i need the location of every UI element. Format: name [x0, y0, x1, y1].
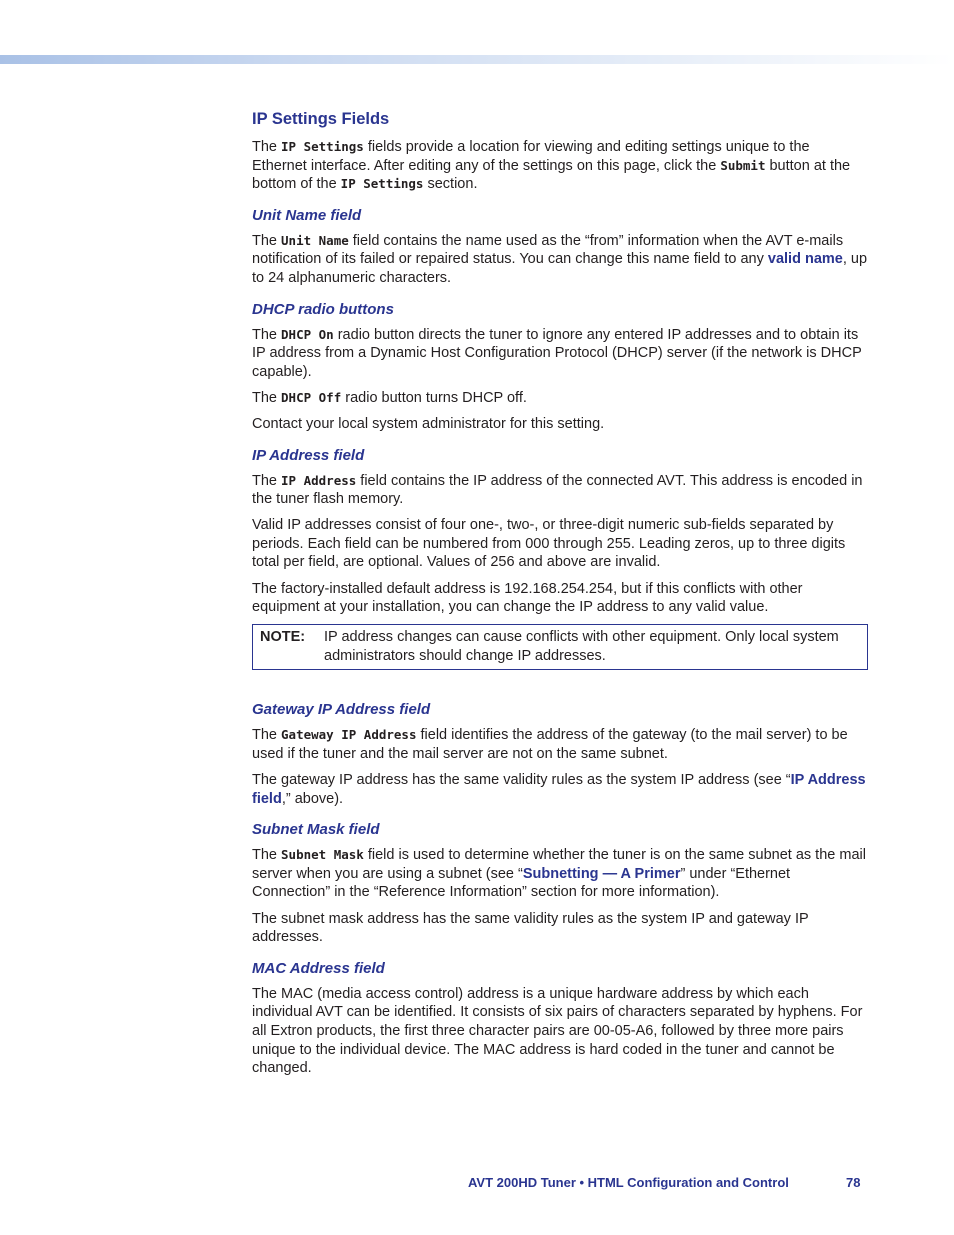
subnet-paragraph: The Subnet Mask field is used to determine whether the tuner is on the same subnet as the mail server when you are using a subnet (see “Subnetting — A Primer” under “Ethernet Connection” in the “Reference Information” section for more information). — [252, 847, 866, 901]
note-text: IP address changes can cause conflicts with other equipment. Only local system administrators should change IP addresses. — [324, 629, 839, 664]
ui-term: Subnet Mask — [281, 847, 364, 863]
ip-validity-paragraph: Valid IP addresses consist of four one-, two-, or three-digit numeric sub-fields separated by periods. Each field can be numbered from 000 through 255. Leading zeros, up to three digits total per field, are optional. Values of 256 and above are invalid. — [252, 517, 846, 571]
ui-term: IP Address — [281, 472, 357, 488]
subnet-heading: Subnet Mask field — [252, 821, 380, 839]
ui-term: IP Settings — [281, 139, 364, 154]
ui-term: Submit — [720, 157, 766, 173]
valid-name-link[interactable]: valid name — [767, 251, 843, 268]
ui-term: DHCP Off — [281, 389, 342, 405]
unit-name-paragraph: The Unit Name field contains the name used as the “from” information when the AVT e-mails notification of its failed or repaired status. You can change this name field to any valid name, up to 24 alphanumeric characters. — [252, 232, 868, 286]
subnet-validity-paragraph: The subnet mask address has the same validity rules as the system IP and gateway IP addresses. — [252, 910, 809, 946]
ip-default-paragraph: The factory-installed default address is 192.168.254.254, but if this conflicts with other equipment at your installation, you can change the IP address to any valid value. — [252, 580, 803, 616]
mac-paragraph: The MAC (media access control) address is a unique hardware address by which each individual AVT can be identified. It consists of six pairs of characters separated by hyphens. For all Extron products, the first three character pairs are 00-05-A6, followed by three more pairs unique to the individual device. The MAC address is hard coded in the tuner and cannot be changed. — [252, 985, 863, 1077]
page-content — [252, 108, 868, 1085]
unit-name-heading: Unit Name field — [252, 206, 362, 224]
subnetting-primer-link[interactable]: Subnetting — A Primer — [522, 865, 681, 882]
page-footer — [468, 1175, 868, 1190]
footer-title: AVT 200HD Tuner • HTML Configuration and Control — [468, 1175, 789, 1190]
ui-term: IP Settings — [340, 176, 424, 192]
note-label: NOTE: — [260, 629, 306, 646]
ui-term: Unit Name — [281, 232, 349, 248]
gateway-validity-paragraph: The gateway IP address has the same validity rules as the system IP address (see “IP Address field,” above). — [252, 772, 866, 807]
dhcp-on-paragraph: The DHCP On radio button directs the tuner to ignore any entered IP addresses and to obtain its IP address from a Dynamic Host Configuration Protocol (DHCP) server (if the network is DHCP capable). — [252, 326, 862, 380]
dhcp-heading: DHCP radio buttons — [252, 300, 394, 318]
page-number: 78 — [846, 1175, 861, 1190]
section-title: IP Settings Fields — [252, 110, 390, 128]
gateway-paragraph: The Gateway IP Address field identifies the address of the gateway (to the mail server) to be used if the tuner and the mail server are not on the same subnet. — [252, 727, 848, 762]
ip-address-heading: IP Address field — [252, 446, 365, 464]
note-box — [252, 624, 868, 670]
dhcp-off-paragraph: The DHCP Off radio button turns DHCP off. — [252, 389, 527, 406]
gateway-heading: Gateway IP Address field — [252, 701, 431, 719]
ui-term: Gateway IP Address — [281, 727, 417, 743]
header-band — [0, 55, 954, 64]
dhcp-contact-paragraph: Contact your local system administrator for this setting. — [252, 415, 605, 432]
mac-heading: MAC Address field — [252, 959, 385, 977]
intro-paragraph: The IP Settings fields provide a location for viewing and editing settings unique to the Ethernet interface. After editing any of the settings on this page, click the Submit button at the bottom of the IP Settings section. — [252, 139, 851, 193]
ui-term: DHCP On — [281, 326, 334, 342]
ip-address-paragraph: The IP Address field contains the IP address of the connected AVT. This address is encoded in the tuner flash memory. — [252, 472, 863, 508]
ip-address-field-link[interactable]: IP Address field — [252, 772, 866, 807]
